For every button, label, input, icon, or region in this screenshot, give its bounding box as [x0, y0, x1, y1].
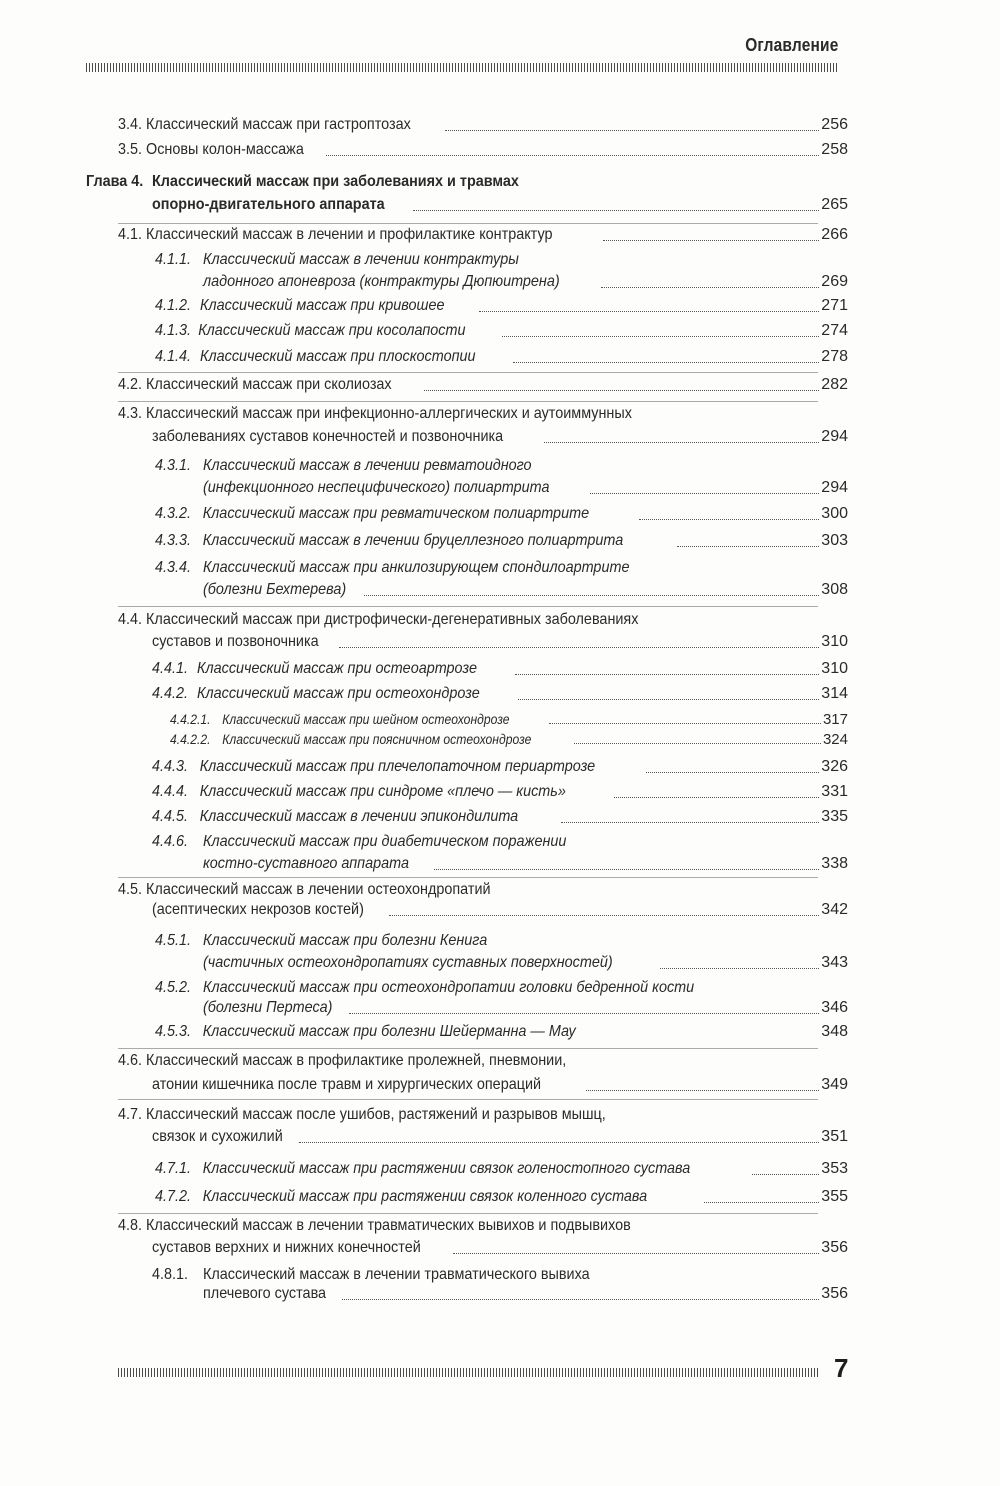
dot-leader	[515, 674, 819, 675]
toc-entry-number: 4.7.1.	[155, 1160, 192, 1177]
toc-entry-title-line	[118, 879, 491, 901]
toc-entry[interactable]	[155, 346, 848, 368]
toc-entry[interactable]	[155, 1158, 848, 1180]
toc-entry-title-line1: Классический массаж при дистрофически-дегенеративных заболеваниях	[146, 611, 639, 628]
toc-entry-number: 4.3.4.	[155, 559, 192, 576]
toc-entry[interactable]	[203, 997, 848, 1019]
toc-entry-page: 258	[821, 141, 848, 158]
divider	[118, 606, 818, 607]
toc-entry-title: (болезни Пертеса)	[203, 999, 333, 1016]
toc-entry-page: 331	[821, 783, 848, 800]
toc-entry[interactable]	[118, 224, 848, 246]
toc-entry-title-line	[118, 1050, 566, 1072]
toc-entry-page: 314	[821, 685, 848, 702]
toc-entry-title-line	[118, 609, 638, 631]
toc-entry-page: 353	[821, 1160, 848, 1177]
toc-entry-title: Классический массаж при ревматическом полиартрите	[202, 505, 590, 522]
dot-leader	[561, 822, 819, 823]
dot-leader	[513, 362, 819, 363]
toc-entry-page: 335	[821, 808, 848, 825]
toc-entry-title: Классический массаж при остеохондрозе	[197, 685, 480, 702]
toc-entry[interactable]	[203, 579, 848, 601]
toc-entry-title: Классический массаж при растяжении связок коленного сустава	[202, 1188, 648, 1205]
toc-entry-page: 317	[822, 711, 848, 728]
toc-entry[interactable]	[203, 1283, 848, 1305]
toc-entry-page: 294	[821, 479, 848, 496]
toc-entry-title: связок и сухожилий	[152, 1128, 283, 1145]
toc-entry-number: 4.4.5.	[152, 808, 189, 825]
toc-entry[interactable]	[203, 853, 848, 875]
toc-entry-title-line1: Классический массаж при инфекционно-аллергических и аутоиммунных	[146, 405, 632, 422]
toc-entry-page: 355	[821, 1188, 848, 1205]
toc-entry-number: 4.3.1.	[155, 457, 192, 474]
dot-leader	[349, 1013, 819, 1014]
toc-entry-title-line: Классический массаж при анкилозирующем спондилоартрите	[203, 559, 630, 576]
footer-rule	[118, 1368, 820, 1377]
toc-entry-page: 346	[821, 999, 848, 1016]
dot-leader	[614, 797, 819, 798]
dot-leader	[413, 210, 820, 211]
toc-entry-title: Классический массаж при гастроптозах	[146, 116, 411, 133]
toc-entry-number: 4.7.2.	[155, 1188, 192, 1205]
toc-entry-title: плечевого сустава	[203, 1285, 327, 1302]
toc-entry[interactable]	[155, 295, 848, 317]
toc-entry-title: (частичных остеохондропатиях суставных поверхностей)	[203, 954, 613, 971]
toc-entry-title: суставов и позвоночника	[152, 633, 319, 650]
toc-entry-number: 4.4.2.1.	[170, 712, 211, 727]
toc-entry-title: Классический массаж при плоскостопии	[200, 348, 476, 365]
toc-entry-title: Классический массаж в лечении эпикондилита	[199, 808, 519, 825]
dot-leader	[549, 723, 821, 724]
divider	[118, 1048, 818, 1049]
toc-entry-title-line1: Классический массаж после ушибов, растяжений и разрывов мышц,	[146, 1106, 606, 1123]
toc-entry[interactable]	[203, 952, 848, 974]
toc-entry-title: (болезни Бехтерева)	[203, 581, 347, 598]
toc-entry-number: 4.3.3.	[155, 532, 192, 549]
toc-entry[interactable]	[152, 683, 848, 705]
dot-leader	[590, 493, 819, 494]
toc-entry[interactable]	[152, 806, 848, 828]
toc-entry-number: 3.4.	[118, 116, 143, 133]
dot-leader	[660, 968, 819, 969]
dot-leader	[677, 546, 819, 547]
dot-leader	[704, 1202, 819, 1203]
toc-entry-title-line	[118, 1104, 606, 1126]
toc-entry-title: костно-суставного аппарата	[203, 855, 409, 872]
dot-leader	[389, 915, 819, 916]
toc-entry[interactable]	[203, 477, 848, 499]
toc-entry-title: Классический массаж при синдроме «плечо — кисть»	[199, 783, 566, 800]
toc-entry[interactable]	[152, 1126, 848, 1148]
toc-entry-page: 310	[821, 660, 848, 677]
toc-entry-title: (инфекционного неспецифического) полиартрита	[203, 479, 550, 496]
toc-entry-number: 4.4.1.	[152, 660, 189, 677]
toc-entry-title: Классический массаж при шейном остеохондрозе	[222, 712, 510, 727]
toc-entry-page: 349	[821, 1076, 848, 1093]
dot-leader	[453, 1253, 820, 1254]
dot-leader	[639, 519, 819, 520]
toc-entry-number: 4.5.3.	[155, 1023, 192, 1040]
toc-entry-number: 4.5.	[118, 881, 143, 898]
page-header-title: Оглавление	[744, 35, 838, 55]
toc-entry-title: Классический массаж в лечении бруцеллезного полиартрита	[202, 532, 624, 549]
toc-entry-number: 4.3.	[118, 405, 143, 422]
toc-entry-title: Классический массаж при поясничном остеохондрозе	[222, 732, 532, 747]
toc-entry[interactable]	[203, 271, 848, 293]
dot-leader	[364, 595, 819, 596]
toc-entry[interactable]	[155, 1186, 848, 1208]
header-rule	[86, 63, 839, 72]
chapter-number: Глава 4.	[86, 173, 144, 190]
dot-leader	[445, 130, 819, 131]
toc-entry-page: 343	[821, 954, 848, 971]
divider	[118, 877, 818, 878]
toc-entry-page: 269	[821, 273, 848, 290]
toc-entry-page: 356	[821, 1285, 848, 1302]
toc-entry-number: 4.7.	[118, 1106, 143, 1123]
toc-entry-title-line	[118, 1215, 631, 1237]
toc-entry-chapter[interactable]	[152, 194, 848, 216]
dot-leader	[342, 1299, 820, 1300]
dot-leader	[299, 1142, 819, 1143]
divider	[118, 223, 818, 224]
dot-leader	[603, 240, 820, 241]
toc-entry-page: 351	[821, 1128, 848, 1145]
dot-leader	[574, 743, 821, 744]
toc-entry-title: атонии кишечника после травм и хирургических операций	[152, 1076, 542, 1093]
toc-entry-page: 308	[821, 581, 848, 598]
toc-entry-title: Классический массаж при сколиозах	[146, 376, 392, 393]
toc-entry-number: 3.5.	[118, 141, 143, 158]
toc-entry[interactable]	[152, 426, 848, 448]
toc-entry-number: 4.4.2.2.	[170, 732, 211, 747]
toc-entry-page: 256	[821, 116, 848, 133]
toc-entry-number: 4.4.4.	[152, 783, 189, 800]
divider	[118, 1099, 818, 1100]
divider	[118, 1213, 818, 1214]
toc-entry-page: 271	[821, 297, 848, 314]
toc-entry-title: Классический массаж в лечении и профилактике контрактур	[146, 226, 553, 243]
toc-entry-title-line: Классический массаж в лечении контрактуры	[203, 251, 519, 268]
toc-entry-number: 4.8.1.	[152, 1266, 189, 1283]
toc-entry-title: Классический массаж при кривошее	[200, 297, 445, 314]
toc-entry-number: 4.8.	[118, 1217, 143, 1234]
toc-entry-page: 265	[821, 196, 848, 213]
toc-entry[interactable]	[152, 658, 848, 680]
toc-entry-title-line: Классический массаж в лечении травматического вывиха	[203, 1266, 590, 1283]
toc-entry[interactable]	[152, 781, 848, 803]
toc-entry[interactable]	[152, 1074, 848, 1096]
toc-entry-title-line1: Классический массаж в лечении остеохондропатий	[146, 881, 491, 898]
dot-leader	[518, 699, 819, 700]
toc-entry[interactable]	[152, 756, 848, 778]
toc-entry-number: 4.4.2.	[152, 685, 189, 702]
dot-leader	[601, 287, 819, 288]
dot-leader	[586, 1090, 819, 1091]
toc-entry-number: 4.1.	[118, 226, 143, 243]
toc-entry-page: 356	[821, 1239, 848, 1256]
toc-entry[interactable]	[170, 711, 848, 729]
toc-entry-title: суставов верхних и нижних конечностей	[152, 1239, 421, 1256]
toc-entry-title-line1: Классический массаж в профилактике пролежней, пневмонии,	[146, 1052, 567, 1069]
toc-entry-number: 4.1.2.	[155, 297, 192, 314]
toc-entry-title-line1: Классический массаж в лечении травматических вывихов и подвывихов	[146, 1217, 631, 1234]
dot-leader	[424, 390, 819, 391]
toc-entry-number: 4.3.2.	[155, 505, 192, 522]
toc-entry[interactable]	[170, 731, 848, 749]
toc-entry-page: 338	[821, 855, 848, 872]
toc-entry-number: 4.5.2.	[155, 979, 192, 996]
toc-entry-title: ладонного апоневроза (контрактуры Дюпюитрена)	[203, 273, 560, 290]
toc-entry[interactable]	[152, 899, 848, 921]
dot-leader	[479, 311, 820, 312]
toc-entry-page: 294	[821, 428, 848, 445]
dot-leader	[646, 772, 819, 773]
toc-entry-page: 303	[821, 532, 848, 549]
toc-entry-title: Классический массаж при остеоартрозе	[197, 660, 477, 677]
toc-entry-page: 300	[821, 505, 848, 522]
toc-entry-page: 326	[821, 758, 848, 775]
dot-leader	[752, 1174, 820, 1175]
toc-entry[interactable]	[118, 114, 848, 136]
divider	[118, 401, 818, 402]
toc-entry-title: Классический массаж при растяжении связок голеностопного сустава	[202, 1160, 691, 1177]
toc-entry-page: 266	[821, 226, 848, 243]
toc-entry-number: 4.6.	[118, 1052, 143, 1069]
toc-entry-page: 324	[822, 731, 848, 748]
toc-entry-page: 348	[821, 1023, 848, 1040]
toc-entry[interactable]	[155, 1021, 848, 1043]
dot-leader	[502, 336, 819, 337]
toc-entry[interactable]	[152, 631, 848, 653]
toc-entry-number: 4.4.3.	[152, 758, 189, 775]
page-number: 7	[834, 1353, 849, 1383]
toc-entry-title-line: Классический массаж при диабетическом поражении	[203, 833, 567, 850]
toc-entry-page: 282	[821, 376, 848, 393]
toc-entry[interactable]	[152, 1237, 848, 1259]
toc-entry-title: (асептических некрозов костей)	[152, 901, 364, 918]
toc-entry-number: 4.2.	[118, 376, 143, 393]
toc-entry[interactable]	[155, 503, 848, 525]
dot-leader	[434, 869, 819, 870]
toc-entry-title: Основы колон-массажа	[146, 141, 304, 158]
toc-entry[interactable]	[155, 530, 848, 552]
toc-entry-title-line	[118, 403, 632, 425]
toc-entry-title-line: Классический массаж при остеохондропатии головки бедренной кости	[203, 979, 695, 996]
toc-entry-number: 4.4.	[118, 611, 143, 628]
dot-leader	[339, 647, 819, 648]
toc-entry-number: 4.1.3.	[155, 322, 192, 339]
toc-entry-title: Классический массаж при косолапости	[198, 322, 466, 339]
toc-entry-number: 4.5.1.	[155, 932, 192, 949]
toc-entry-page: 310	[821, 633, 848, 650]
toc-entry-number: 4.4.6.	[152, 833, 189, 850]
divider	[118, 372, 818, 373]
toc-entry-title-line: Классический массаж в лечении ревматоидного	[203, 457, 532, 474]
dot-leader	[326, 155, 819, 156]
toc-entry[interactable]	[118, 139, 848, 161]
toc-entry-number: 4.1.1.	[155, 251, 192, 268]
toc-entry-title: Классический массаж при плечелопаточном периартрозе	[199, 758, 596, 775]
chapter-title-line: Классический массаж при заболеваниях и травмах	[152, 173, 519, 190]
toc-entry-number: 4.1.4.	[155, 348, 192, 365]
toc-entry-title-line: Классический массаж при болезни Кенига	[203, 932, 488, 949]
toc-entry-title: Классический массаж при болезни Шейерманна — Мау	[202, 1023, 576, 1040]
toc-entry-title: заболеваниях суставов конечностей и позвоночника	[152, 428, 504, 445]
dot-leader	[544, 442, 819, 443]
toc-entry-page: 342	[821, 901, 848, 918]
toc-entry-title: опорно-двигательного аппарата	[152, 196, 385, 213]
toc-entry[interactable]	[155, 320, 848, 342]
toc-entry-page: 278	[821, 348, 848, 365]
toc-entry[interactable]	[118, 374, 848, 396]
toc-entry-page: 274	[821, 322, 848, 339]
